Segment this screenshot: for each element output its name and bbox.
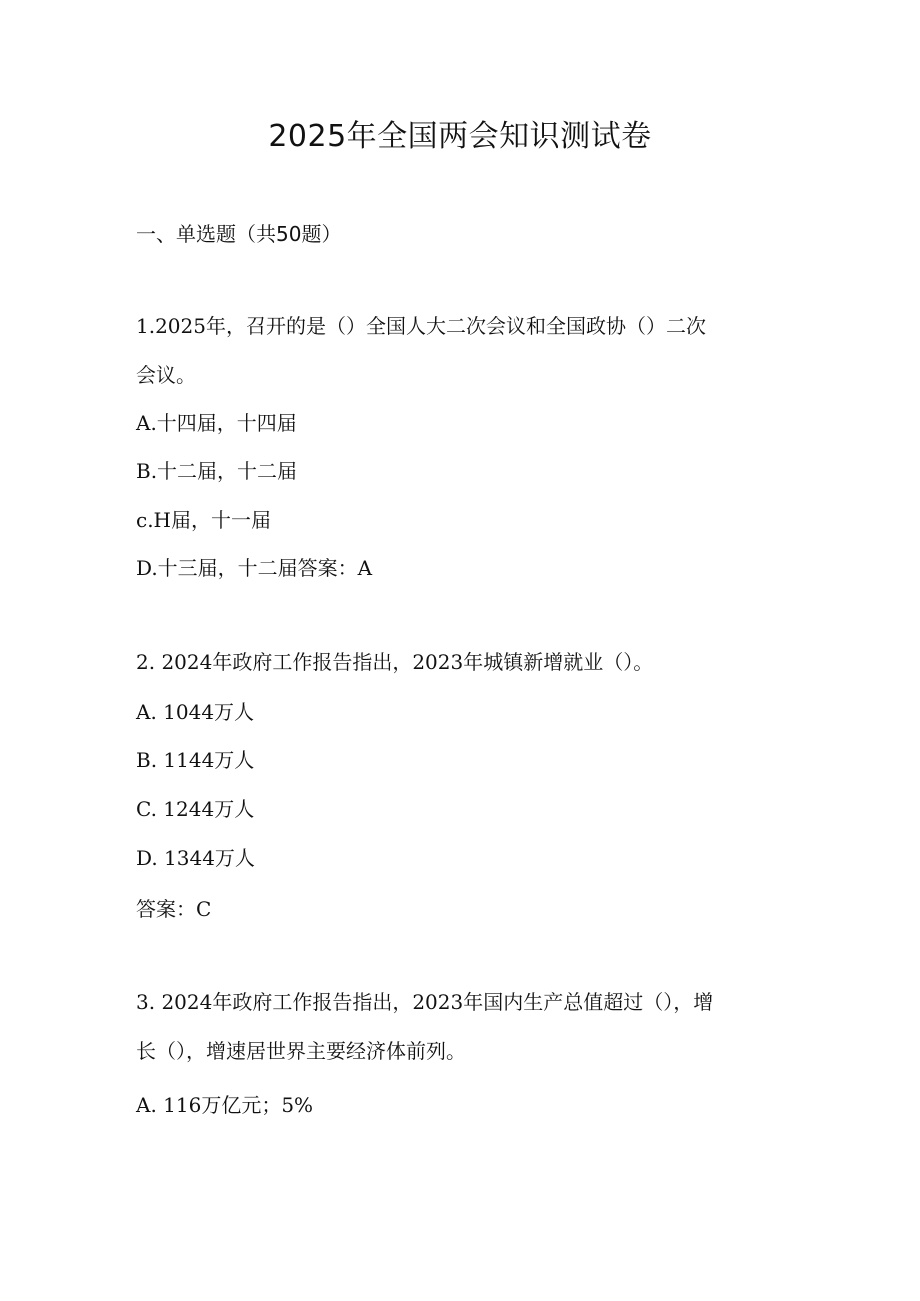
- question-2-option-c: C. 1244万人: [136, 797, 255, 821]
- question-2-stem-line-1: 2. 2024年政府工作报告指出，2023年城镇新增就业（）。: [136, 650, 654, 674]
- section-heading: 一、单选题（共50题）: [136, 222, 342, 246]
- question-3-stem-line-2: 长（），增速居世界主要经济体前列。: [136, 1039, 466, 1063]
- question-2-answer: 答案：C: [136, 897, 212, 921]
- question-1-option-d: D.十三届，十二届答案：A: [136, 556, 373, 580]
- question-3-option-a: A. 116万亿元；5%: [136, 1093, 314, 1117]
- question-2-option-d: D. 1344万人: [136, 846, 255, 870]
- page-title: 2025年全国两会知识测试卷: [268, 119, 652, 154]
- question-2-option-a: A. 1044万人: [136, 700, 255, 724]
- question-1-option-b: B.十二届，十二届: [136, 459, 298, 483]
- question-3-stem-line-1: 3. 2024年政府工作报告指出，2023年国内生产总值超过（），增: [136, 990, 714, 1014]
- question-1-option-a: A.十四届，十四届: [136, 411, 297, 435]
- question-1-stem-line-2: 会议。: [136, 363, 196, 387]
- question-1-stem-line-1: 1.2025年，召开的是（）全国人大二次会议和全国政协（）二次: [136, 314, 706, 338]
- question-1-option-c: c.H届，十一届: [136, 508, 271, 532]
- question-2-option-b: B. 1144万人: [136, 748, 255, 772]
